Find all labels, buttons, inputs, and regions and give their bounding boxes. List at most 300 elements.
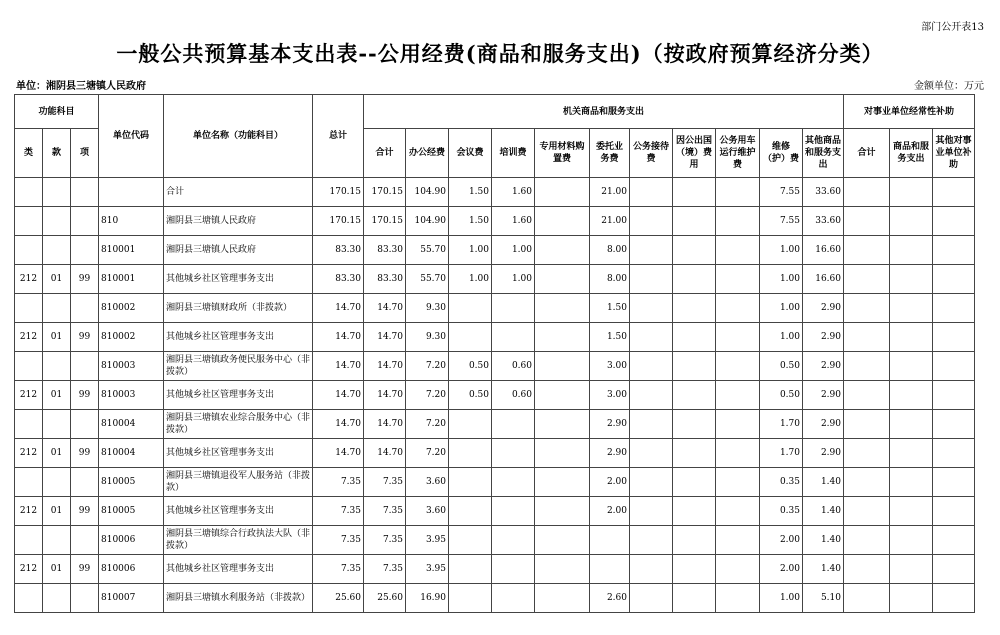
cell-sub-heji — [844, 584, 890, 613]
cell-org-jiedai — [630, 497, 673, 526]
header-sub-shangpin: 商品和服务支出 — [890, 129, 933, 178]
header-org-bangong: 办公经费 — [406, 129, 449, 178]
cell-org-bangong: 16.90 — [406, 584, 449, 613]
cell-sub-shangpin — [890, 265, 933, 294]
cell-org-bangong: 3.60 — [406, 468, 449, 497]
cell-org-bangong: 7.20 — [406, 381, 449, 410]
cell-org-weixiu: 0.35 — [760, 468, 803, 497]
cell-org-huiyi: 1.00 — [449, 265, 492, 294]
table-row — [15, 294, 975, 323]
cell-lei — [15, 352, 43, 381]
cell-sub-shangpin — [890, 526, 933, 555]
cell-org-gongche — [716, 294, 760, 323]
cell-kuan — [43, 178, 71, 207]
cell-sub-qita — [933, 555, 975, 584]
header-sub-qita: 其他对事业单位补助 — [933, 129, 975, 178]
cell-org-peixun: 0.60 — [492, 352, 535, 381]
cell-sub-qita — [933, 381, 975, 410]
cell-total: 25.60 — [313, 584, 364, 613]
cell-kuan: 01 — [43, 439, 71, 468]
cell-org-weituo: 21.00 — [590, 178, 630, 207]
cell-org-qita: 33.60 — [803, 178, 844, 207]
cell-unit-name: 湘阴县三塘镇人民政府 — [164, 207, 313, 236]
cell-org-zhuanyong — [535, 526, 590, 555]
header-total: 总计 — [313, 95, 364, 178]
cell-org-bangong: 7.20 — [406, 352, 449, 381]
header-org-huiyi: 会议费 — [449, 129, 492, 178]
cell-sub-heji — [844, 555, 890, 584]
cell-unit-name: 湘阴县三塘镇财政所（非拨款） — [164, 294, 313, 323]
cell-org-bangong: 3.60 — [406, 497, 449, 526]
cell-org-weixiu: 7.55 — [760, 207, 803, 236]
cell-org-weituo: 3.00 — [590, 381, 630, 410]
cell-total: 14.70 — [313, 410, 364, 439]
cell-org-weixiu: 1.00 — [760, 584, 803, 613]
cell-kuan — [43, 410, 71, 439]
cell-org-zhuanyong — [535, 236, 590, 265]
cell-kuan — [43, 294, 71, 323]
cell-org-peixun: 1.60 — [492, 207, 535, 236]
cell-org-zhuanyong — [535, 207, 590, 236]
cell-kuan — [43, 207, 71, 236]
cell-xiang: 99 — [71, 265, 99, 294]
cell-org-gongche — [716, 323, 760, 352]
cell-unit-name: 其他城乡社区管理事务支出 — [164, 555, 313, 584]
cell-unit-name: 其他城乡社区管理事务支出 — [164, 323, 313, 352]
cell-org-huiyi — [449, 410, 492, 439]
cell-xiang — [71, 352, 99, 381]
cell-org-heji: 7.35 — [364, 526, 406, 555]
cell-xiang: 99 — [71, 323, 99, 352]
cell-total: 14.70 — [313, 381, 364, 410]
cell-org-gongche — [716, 207, 760, 236]
cell-unit-code: 810005 — [99, 497, 164, 526]
cell-sub-heji — [844, 381, 890, 410]
cell-unit-name: 其他城乡社区管理事务支出 — [164, 381, 313, 410]
cell-unit-code: 810004 — [99, 410, 164, 439]
cell-org-weixiu: 7.55 — [760, 178, 803, 207]
cell-org-qita: 33.60 — [803, 207, 844, 236]
cell-org-qita: 1.40 — [803, 526, 844, 555]
cell-org-huiyi — [449, 555, 492, 584]
cell-org-chuguo — [673, 178, 716, 207]
cell-org-heji: 25.60 — [364, 584, 406, 613]
cell-unit-name: 湘阴县三塘镇水利服务站（非拨款） — [164, 584, 313, 613]
cell-org-heji: 83.30 — [364, 236, 406, 265]
cell-lei: 212 — [15, 323, 43, 352]
cell-org-jiedai — [630, 439, 673, 468]
cell-org-weituo: 8.00 — [590, 236, 630, 265]
cell-sub-shangpin — [890, 207, 933, 236]
cell-total: 170.15 — [313, 207, 364, 236]
cell-org-zhuanyong — [535, 323, 590, 352]
header-unit-name: 单位名称（功能科目） — [164, 95, 313, 178]
cell-org-jiedai — [630, 207, 673, 236]
cell-org-jiedai — [630, 265, 673, 294]
cell-xiang — [71, 294, 99, 323]
table-row — [15, 265, 975, 294]
cell-lei — [15, 526, 43, 555]
cell-sub-shangpin — [890, 294, 933, 323]
cell-org-weixiu: 0.35 — [760, 497, 803, 526]
cell-lei — [15, 178, 43, 207]
cell-org-huiyi: 1.00 — [449, 236, 492, 265]
cell-unit-code: 810003 — [99, 352, 164, 381]
table-row — [15, 410, 975, 439]
cell-org-heji: 83.30 — [364, 265, 406, 294]
cell-org-jiedai — [630, 323, 673, 352]
cell-org-weixiu: 0.50 — [760, 381, 803, 410]
cell-org-gongche — [716, 555, 760, 584]
cell-kuan — [43, 352, 71, 381]
cell-sub-heji — [844, 352, 890, 381]
cell-org-bangong: 104.90 — [406, 207, 449, 236]
table-row — [15, 584, 975, 613]
cell-lei — [15, 236, 43, 265]
cell-unit-name: 湘阴县三塘镇退役军人服务站（非拨款） — [164, 468, 313, 497]
header-org-qita: 其他商品和服务支出 — [803, 129, 844, 178]
cell-lei — [15, 584, 43, 613]
table-row — [15, 439, 975, 468]
cell-org-weixiu: 1.00 — [760, 323, 803, 352]
cell-unit-code: 810 — [99, 207, 164, 236]
cell-org-peixun: 1.00 — [492, 236, 535, 265]
cell-org-qita: 2.90 — [803, 352, 844, 381]
cell-xiang — [71, 584, 99, 613]
cell-total: 14.70 — [313, 323, 364, 352]
page-tag: 部门公开表13 — [921, 22, 984, 33]
cell-org-gongche — [716, 439, 760, 468]
cell-kuan — [43, 468, 71, 497]
cell-org-gongche — [716, 468, 760, 497]
cell-sub-shangpin — [890, 236, 933, 265]
cell-lei: 212 — [15, 555, 43, 584]
cell-org-peixun — [492, 555, 535, 584]
cell-org-heji: 14.70 — [364, 352, 406, 381]
table-row — [15, 497, 975, 526]
cell-kuan — [43, 526, 71, 555]
cell-sub-heji — [844, 294, 890, 323]
cell-unit-code: 810007 — [99, 584, 164, 613]
budget-table — [14, 94, 975, 613]
cell-xiang — [71, 178, 99, 207]
cell-unit-code: 810006 — [99, 526, 164, 555]
cell-org-huiyi — [449, 526, 492, 555]
cell-org-chuguo — [673, 207, 716, 236]
cell-sub-heji — [844, 207, 890, 236]
cell-sub-qita — [933, 207, 975, 236]
cell-unit-code: 810001 — [99, 265, 164, 294]
cell-sub-qita — [933, 323, 975, 352]
header-org-weituo: 委托业务费 — [590, 129, 630, 178]
cell-unit-name: 湘阴县三塘镇政务便民服务中心（非拨款） — [164, 352, 313, 381]
cell-unit-code: 810004 — [99, 439, 164, 468]
cell-org-chuguo — [673, 468, 716, 497]
header-func-subject: 功能科目 — [15, 95, 99, 129]
cell-org-zhuanyong — [535, 352, 590, 381]
table-row — [15, 207, 975, 236]
header-subsidy-group: 对事业单位经常性补助 — [844, 95, 975, 129]
cell-org-gongche — [716, 526, 760, 555]
cell-xiang — [71, 207, 99, 236]
cell-org-jiedai — [630, 555, 673, 584]
cell-org-weixiu: 1.00 — [760, 265, 803, 294]
cell-org-zhuanyong — [535, 584, 590, 613]
cell-sub-qita — [933, 265, 975, 294]
cell-unit-code: 810003 — [99, 381, 164, 410]
cell-org-gongche — [716, 352, 760, 381]
cell-org-zhuanyong — [535, 265, 590, 294]
cell-kuan: 01 — [43, 265, 71, 294]
table-row — [15, 468, 975, 497]
cell-sub-qita — [933, 352, 975, 381]
cell-org-huiyi: 0.50 — [449, 352, 492, 381]
cell-unit-name: 其他城乡社区管理事务支出 — [164, 497, 313, 526]
cell-unit-code: 810001 — [99, 236, 164, 265]
cell-xiang: 99 — [71, 439, 99, 468]
cell-org-heji: 14.70 — [364, 294, 406, 323]
cell-xiang: 99 — [71, 381, 99, 410]
cell-org-weixiu: 1.70 — [760, 439, 803, 468]
amount-unit-label: 金额单位：万元 — [914, 81, 984, 92]
cell-org-peixun — [492, 468, 535, 497]
cell-org-qita: 2.90 — [803, 294, 844, 323]
cell-org-peixun: 1.60 — [492, 178, 535, 207]
cell-org-chuguo — [673, 236, 716, 265]
cell-org-chuguo — [673, 294, 716, 323]
table-row — [15, 236, 975, 265]
cell-org-gongche — [716, 178, 760, 207]
cell-org-bangong: 3.95 — [406, 526, 449, 555]
cell-unit-code: 810002 — [99, 294, 164, 323]
cell-sub-qita — [933, 294, 975, 323]
cell-org-weixiu: 1.00 — [760, 294, 803, 323]
cell-org-weixiu: 1.70 — [760, 410, 803, 439]
cell-sub-heji — [844, 410, 890, 439]
cell-org-gongche — [716, 410, 760, 439]
cell-org-qita: 1.40 — [803, 497, 844, 526]
cell-org-jiedai — [630, 381, 673, 410]
cell-sub-shangpin — [890, 381, 933, 410]
header-xiang: 项 — [71, 129, 99, 178]
cell-org-peixun: 0.60 — [492, 381, 535, 410]
cell-org-chuguo — [673, 584, 716, 613]
cell-org-bangong: 55.70 — [406, 236, 449, 265]
cell-org-chuguo — [673, 265, 716, 294]
cell-org-jiedai — [630, 468, 673, 497]
cell-org-huiyi — [449, 294, 492, 323]
cell-sub-shangpin — [890, 555, 933, 584]
cell-org-weituo: 2.00 — [590, 497, 630, 526]
cell-org-zhuanyong — [535, 468, 590, 497]
cell-sub-shangpin — [890, 323, 933, 352]
cell-total: 83.30 — [313, 236, 364, 265]
cell-lei: 212 — [15, 439, 43, 468]
cell-sub-shangpin — [890, 178, 933, 207]
cell-org-chuguo — [673, 410, 716, 439]
cell-org-bangong: 9.30 — [406, 323, 449, 352]
cell-org-chuguo — [673, 497, 716, 526]
cell-sub-qita — [933, 439, 975, 468]
header-sub-heji: 合计 — [844, 129, 890, 178]
cell-org-bangong: 7.20 — [406, 410, 449, 439]
cell-org-weituo: 1.50 — [590, 323, 630, 352]
cell-org-weituo: 2.90 — [590, 410, 630, 439]
cell-xiang — [71, 468, 99, 497]
cell-org-bangong: 104.90 — [406, 178, 449, 207]
page-title: 一般公共预算基本支出表--公用经费(商品和服务支出)（按政府预算经济分类） — [116, 41, 884, 66]
cell-unit-code: 810006 — [99, 555, 164, 584]
cell-org-bangong: 9.30 — [406, 294, 449, 323]
cell-org-peixun — [492, 410, 535, 439]
cell-org-zhuanyong — [535, 555, 590, 584]
cell-sub-shangpin — [890, 584, 933, 613]
cell-unit-name: 其他城乡社区管理事务支出 — [164, 439, 313, 468]
cell-sub-heji — [844, 439, 890, 468]
cell-org-bangong: 7.20 — [406, 439, 449, 468]
cell-org-huiyi — [449, 468, 492, 497]
cell-org-zhuanyong — [535, 178, 590, 207]
cell-org-weituo: 2.60 — [590, 584, 630, 613]
cell-org-gongche — [716, 584, 760, 613]
cell-org-heji: 14.70 — [364, 410, 406, 439]
cell-xiang: 99 — [71, 555, 99, 584]
cell-unit-name: 湘阴县三塘镇综合行政执法大队（非拨款） — [164, 526, 313, 555]
cell-total: 7.35 — [313, 526, 364, 555]
cell-org-huiyi — [449, 497, 492, 526]
cell-total: 7.35 — [313, 468, 364, 497]
cell-org-chuguo — [673, 381, 716, 410]
cell-sub-qita — [933, 584, 975, 613]
cell-sub-heji — [844, 468, 890, 497]
cell-org-huiyi — [449, 439, 492, 468]
cell-sub-heji — [844, 236, 890, 265]
cell-total: 14.70 — [313, 439, 364, 468]
header-org-peixun: 培训费 — [492, 129, 535, 178]
cell-lei: 212 — [15, 497, 43, 526]
cell-org-huiyi: 0.50 — [449, 381, 492, 410]
cell-org-peixun — [492, 323, 535, 352]
cell-sub-heji — [844, 323, 890, 352]
table-row — [15, 555, 975, 584]
cell-org-jiedai — [630, 584, 673, 613]
cell-org-weixiu: 0.50 — [760, 352, 803, 381]
cell-sub-qita — [933, 236, 975, 265]
cell-org-weixiu: 2.00 — [760, 526, 803, 555]
cell-org-huiyi: 1.50 — [449, 178, 492, 207]
header-org-chuguo: 因公出国（境）费用 — [673, 129, 716, 178]
cell-org-weituo — [590, 526, 630, 555]
header-kuan: 款 — [43, 129, 71, 178]
cell-org-peixun — [492, 497, 535, 526]
header-org-group: 机关商品和服务支出 — [364, 95, 844, 129]
cell-sub-heji — [844, 526, 890, 555]
cell-org-gongche — [716, 265, 760, 294]
cell-org-qita: 2.90 — [803, 439, 844, 468]
cell-org-heji: 14.70 — [364, 439, 406, 468]
cell-org-qita: 2.90 — [803, 381, 844, 410]
cell-kuan: 01 — [43, 323, 71, 352]
cell-org-qita: 1.40 — [803, 555, 844, 584]
cell-org-peixun: 1.00 — [492, 265, 535, 294]
cell-org-bangong: 3.95 — [406, 555, 449, 584]
cell-total: 83.30 — [313, 265, 364, 294]
cell-org-gongche — [716, 236, 760, 265]
cell-org-jiedai — [630, 236, 673, 265]
cell-org-huiyi — [449, 584, 492, 613]
cell-org-weituo: 2.90 — [590, 439, 630, 468]
header-lei: 类 — [15, 129, 43, 178]
header-org-heji: 合计 — [364, 129, 406, 178]
cell-org-qita: 5.10 — [803, 584, 844, 613]
cell-org-bangong: 55.70 — [406, 265, 449, 294]
cell-org-heji: 7.35 — [364, 497, 406, 526]
unit-label: 单位：湘阴县三塘镇人民政府 — [16, 81, 146, 92]
cell-sub-qita — [933, 178, 975, 207]
header-org-gongche: 公务用车运行维护费 — [716, 129, 760, 178]
cell-sub-shangpin — [890, 439, 933, 468]
cell-lei — [15, 410, 43, 439]
table-row — [15, 323, 975, 352]
cell-org-zhuanyong — [535, 439, 590, 468]
cell-org-peixun — [492, 526, 535, 555]
cell-sub-qita — [933, 468, 975, 497]
cell-total: 14.70 — [313, 352, 364, 381]
cell-lei — [15, 468, 43, 497]
cell-org-peixun — [492, 294, 535, 323]
cell-org-qita: 1.40 — [803, 468, 844, 497]
cell-lei — [15, 207, 43, 236]
cell-sub-heji — [844, 178, 890, 207]
cell-unit-name: 其他城乡社区管理事务支出 — [164, 265, 313, 294]
cell-org-huiyi: 1.50 — [449, 207, 492, 236]
cell-xiang — [71, 526, 99, 555]
cell-org-weituo: 3.00 — [590, 352, 630, 381]
cell-org-jiedai — [630, 178, 673, 207]
cell-sub-qita — [933, 526, 975, 555]
cell-org-peixun — [492, 439, 535, 468]
header-org-jiedai: 公务接待费 — [630, 129, 673, 178]
cell-org-jiedai — [630, 410, 673, 439]
cell-unit-name: 合计 — [164, 178, 313, 207]
cell-lei — [15, 294, 43, 323]
cell-org-huiyi — [449, 323, 492, 352]
cell-sub-shangpin — [890, 497, 933, 526]
cell-sub-shangpin — [890, 352, 933, 381]
cell-org-qita: 16.60 — [803, 265, 844, 294]
cell-sub-heji — [844, 265, 890, 294]
cell-sub-qita — [933, 410, 975, 439]
cell-total: 7.35 — [313, 497, 364, 526]
cell-org-qita: 2.90 — [803, 323, 844, 352]
cell-unit-code — [99, 178, 164, 207]
table-row — [15, 526, 975, 555]
cell-unit-code: 810002 — [99, 323, 164, 352]
cell-lei: 212 — [15, 381, 43, 410]
table-row — [15, 381, 975, 410]
cell-org-zhuanyong — [535, 497, 590, 526]
cell-kuan — [43, 236, 71, 265]
header-org-zhuanyong: 专用材料购置费 — [535, 129, 590, 178]
cell-org-gongche — [716, 497, 760, 526]
cell-org-qita: 16.60 — [803, 236, 844, 265]
cell-org-weituo: 1.50 — [590, 294, 630, 323]
cell-total: 14.70 — [313, 294, 364, 323]
cell-org-chuguo — [673, 526, 716, 555]
cell-total: 7.35 — [313, 555, 364, 584]
cell-org-jiedai — [630, 294, 673, 323]
cell-sub-qita — [933, 497, 975, 526]
